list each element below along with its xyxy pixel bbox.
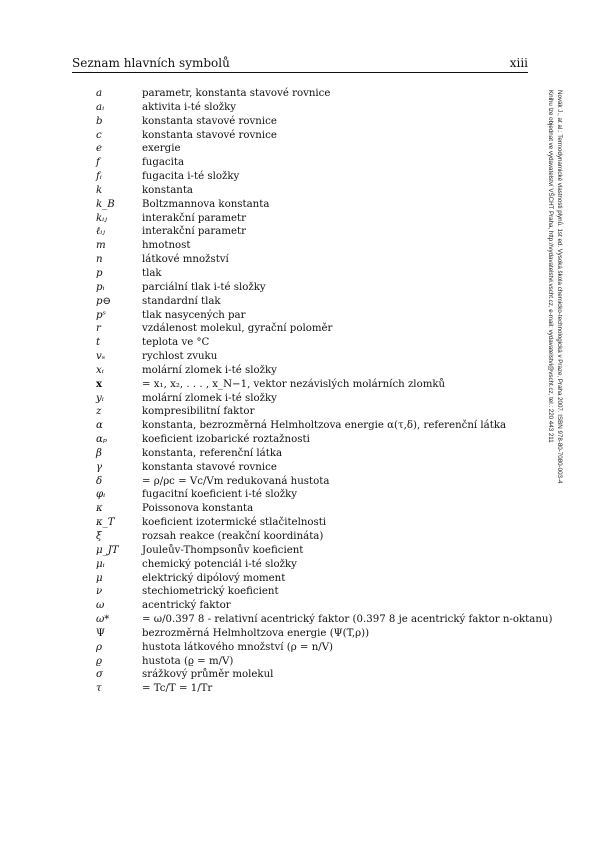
symbol: ℓᵢⱼ xyxy=(96,226,105,238)
symbol-description: konstanta, referenční látka xyxy=(142,447,283,459)
symbol-description: fugacita xyxy=(142,157,185,169)
symbol-row xyxy=(96,433,546,447)
symbol-description: rychlost zvuku xyxy=(142,351,218,363)
symbol: t xyxy=(96,337,101,349)
symbol: f xyxy=(96,157,100,169)
symbol-description: kompresibilitní faktor xyxy=(142,406,255,418)
symbol-description: tlak xyxy=(142,267,162,279)
symbol-row xyxy=(96,364,546,378)
symbol: fᵢ xyxy=(96,171,102,183)
symbol-description: hustota látkového množství (ρ = n/V) xyxy=(142,641,334,653)
section-title: Seznam hlavních symbolů xyxy=(72,56,230,70)
symbol-description: konstanta stavové rovnice xyxy=(142,461,277,473)
symbol: δ xyxy=(96,475,103,487)
symbol: γ xyxy=(96,461,103,473)
symbol-row xyxy=(96,544,546,558)
symbol-row xyxy=(96,572,546,586)
symbol-description: interakční parametr xyxy=(142,226,247,238)
symbol-row xyxy=(96,115,546,129)
symbol-description: Poissonova konstanta xyxy=(142,503,254,515)
symbol-row xyxy=(96,461,546,475)
symbol: Ψ xyxy=(96,627,105,639)
symbol-description: vzdálenost molekul, gyrační poloměr xyxy=(142,323,333,335)
symbol-description: = ρ/ρc = Vc/Vm redukovaná hustota xyxy=(142,475,330,487)
symbol-row xyxy=(96,558,546,572)
symbol: m xyxy=(96,240,106,252)
symbol: αₚ xyxy=(96,434,107,446)
symbol-row xyxy=(96,475,546,489)
symbol-row xyxy=(96,142,546,156)
symbol-description: teplota ve °C xyxy=(142,337,210,349)
symbol-row xyxy=(96,599,546,613)
symbol: ω* xyxy=(96,614,110,626)
symbol-description: tlak nasycených par xyxy=(142,309,246,321)
symbol-description: rozsah reakce (reakční koordináta) xyxy=(142,531,324,542)
page-number: xiii xyxy=(509,56,528,70)
symbol-description: interakční parametr xyxy=(142,212,247,224)
symbol-description: konstanta, bezrozměrná Helmholtzova energie α(τ,δ), referenční látka xyxy=(142,420,507,432)
symbol: c xyxy=(96,129,102,141)
symbol-description: exergie xyxy=(142,143,181,155)
symbol: vₛ xyxy=(96,351,106,363)
symbol: ϱ xyxy=(96,655,102,667)
symbol-row xyxy=(96,419,546,433)
symbol-row xyxy=(96,267,546,281)
symbol-description: stechiometrický koeficient xyxy=(142,586,279,598)
symbol: σ xyxy=(96,669,103,681)
symbol: xᵢ xyxy=(96,364,104,376)
symbol-description: standardní tlak xyxy=(142,295,221,307)
margin-note-line-1: Novák J., at al.: Termodynamické vlastnosti plynů. 1st ed. Vysoká škola chemicko-technologická v Praze, Praha 2007. ISBN 978-80-7080-003-4 xyxy=(556,90,563,484)
symbol-row xyxy=(96,378,546,392)
symbol-description: molární zlomek i-té složky xyxy=(142,392,277,404)
symbol-row xyxy=(96,655,546,669)
symbol-description: fugacita i-té složky xyxy=(142,171,240,183)
symbol-row xyxy=(96,295,546,309)
symbol: p⊖ xyxy=(96,295,112,307)
symbol: κ_T xyxy=(96,517,115,529)
symbol-row xyxy=(96,641,546,655)
symbol: x xyxy=(96,377,103,390)
symbol: kᵢⱼ xyxy=(96,212,107,224)
symbol: p xyxy=(96,267,103,279)
symbol: pᵢ xyxy=(96,281,105,293)
symbol-row xyxy=(96,613,553,627)
symbol: n xyxy=(96,254,103,266)
symbol: a xyxy=(96,88,103,99)
symbol-row xyxy=(96,668,546,682)
symbol-description: hustota (ϱ = m/V) xyxy=(142,655,234,667)
symbol-row xyxy=(96,239,546,253)
symbol-description: elektrický dipólový moment xyxy=(142,572,286,584)
symbol-description: koeficient izotermické stlačitelnosti xyxy=(142,517,327,529)
symbol: aᵢ xyxy=(96,101,105,113)
symbol-row xyxy=(96,129,546,143)
symbol: β xyxy=(96,447,102,459)
symbol-description: hmotnost xyxy=(142,240,191,252)
symbol-row xyxy=(96,156,546,170)
margin-note xyxy=(546,90,563,483)
symbol-row xyxy=(96,322,546,336)
symbol-row xyxy=(96,212,546,226)
symbol-description: konstanta stavové rovnice xyxy=(142,115,277,127)
symbol: μ xyxy=(96,572,103,584)
symbol-row xyxy=(96,253,546,267)
symbol-description: molární zlomek i-té složky xyxy=(142,364,277,376)
symbol-row xyxy=(96,101,546,115)
symbol: κ xyxy=(96,503,103,515)
symbol-description: srážkový průměr molekul xyxy=(142,669,274,681)
symbol-description: aktivita i-té složky xyxy=(142,101,236,113)
symbol-row xyxy=(96,281,546,295)
symbol-row xyxy=(96,447,546,461)
symbol-description: konstanta stavové rovnice xyxy=(142,129,277,141)
symbol: ω xyxy=(96,600,105,612)
symbol: μ_JT xyxy=(96,544,119,556)
symbol-row xyxy=(96,184,546,198)
margin-note-line-2: Knihu lze objednat ve vydavatelství VŠCHT Praha, http://vydavatelstvi.vscht.cz, e-mail: vydavatelstvi@vscht.cz, tel.: 220 443 211 xyxy=(547,90,555,443)
symbol-description: látkové množství xyxy=(142,254,229,266)
symbol-description: acentrický faktor xyxy=(142,600,231,612)
symbol-description: koeficient izobarické roztažnosti xyxy=(142,434,310,446)
symbol: e xyxy=(96,143,103,155)
symbol-row xyxy=(96,309,546,323)
symbol-description: parametr, konstanta stavové rovnice xyxy=(142,88,331,99)
symbol-description: Boltzmannova konstanta xyxy=(142,198,270,210)
header-rule xyxy=(72,72,528,73)
symbol-description: = Tc/T = 1/Tr xyxy=(142,683,213,695)
symbol-row xyxy=(96,516,546,530)
symbol-row xyxy=(96,682,546,696)
symbol-row xyxy=(96,502,546,516)
symbol: z xyxy=(96,406,102,418)
symbol-row xyxy=(96,530,546,544)
symbol: ν xyxy=(96,586,103,598)
symbol: pˢ xyxy=(96,309,106,321)
symbol-description: chemický potenciál i-té složky xyxy=(142,558,297,570)
symbol-row xyxy=(96,350,546,364)
symbol: ξ xyxy=(96,531,102,542)
symbol-row xyxy=(96,627,546,641)
symbol-row xyxy=(96,225,546,239)
symbol: k_B xyxy=(96,198,115,210)
symbol-description: Jouleův-Thompsonův koeficient xyxy=(142,544,304,556)
symbol-description: = ω/0.397 8 - relativní acentrický faktor (0.397 8 je acentrický faktor n-oktanu) xyxy=(142,614,553,626)
symbol-row xyxy=(96,170,546,184)
symbol-row xyxy=(96,585,546,599)
symbol: α xyxy=(96,420,103,432)
symbol-row xyxy=(96,336,546,350)
symbol-description: bezrozměrná Helmholtzova energie (Ψ(T,ρ)) xyxy=(142,627,370,639)
symbol-row xyxy=(96,198,546,212)
symbol-row xyxy=(96,405,546,419)
symbol-description: konstanta xyxy=(142,184,193,196)
symbol: k xyxy=(96,184,103,196)
symbol-row xyxy=(96,392,546,406)
symbol-description: fugacitní koeficient i-té složky xyxy=(142,489,298,501)
symbol-description: parciální tlak i-té složky xyxy=(142,281,266,293)
symbol-description: = x₁, x₂, . . . , x_N−1, vektor nezávislých molárních zlomků xyxy=(142,378,446,390)
symbol-row xyxy=(96,488,546,502)
symbol: r xyxy=(96,323,101,335)
symbol: μᵢ xyxy=(96,558,105,570)
symbol: φᵢ xyxy=(96,489,106,501)
symbol: ρ xyxy=(96,641,102,653)
symbol-row xyxy=(96,87,546,101)
symbol: τ xyxy=(96,683,102,695)
symbol: b xyxy=(96,115,103,127)
symbol: yᵢ xyxy=(96,392,104,404)
